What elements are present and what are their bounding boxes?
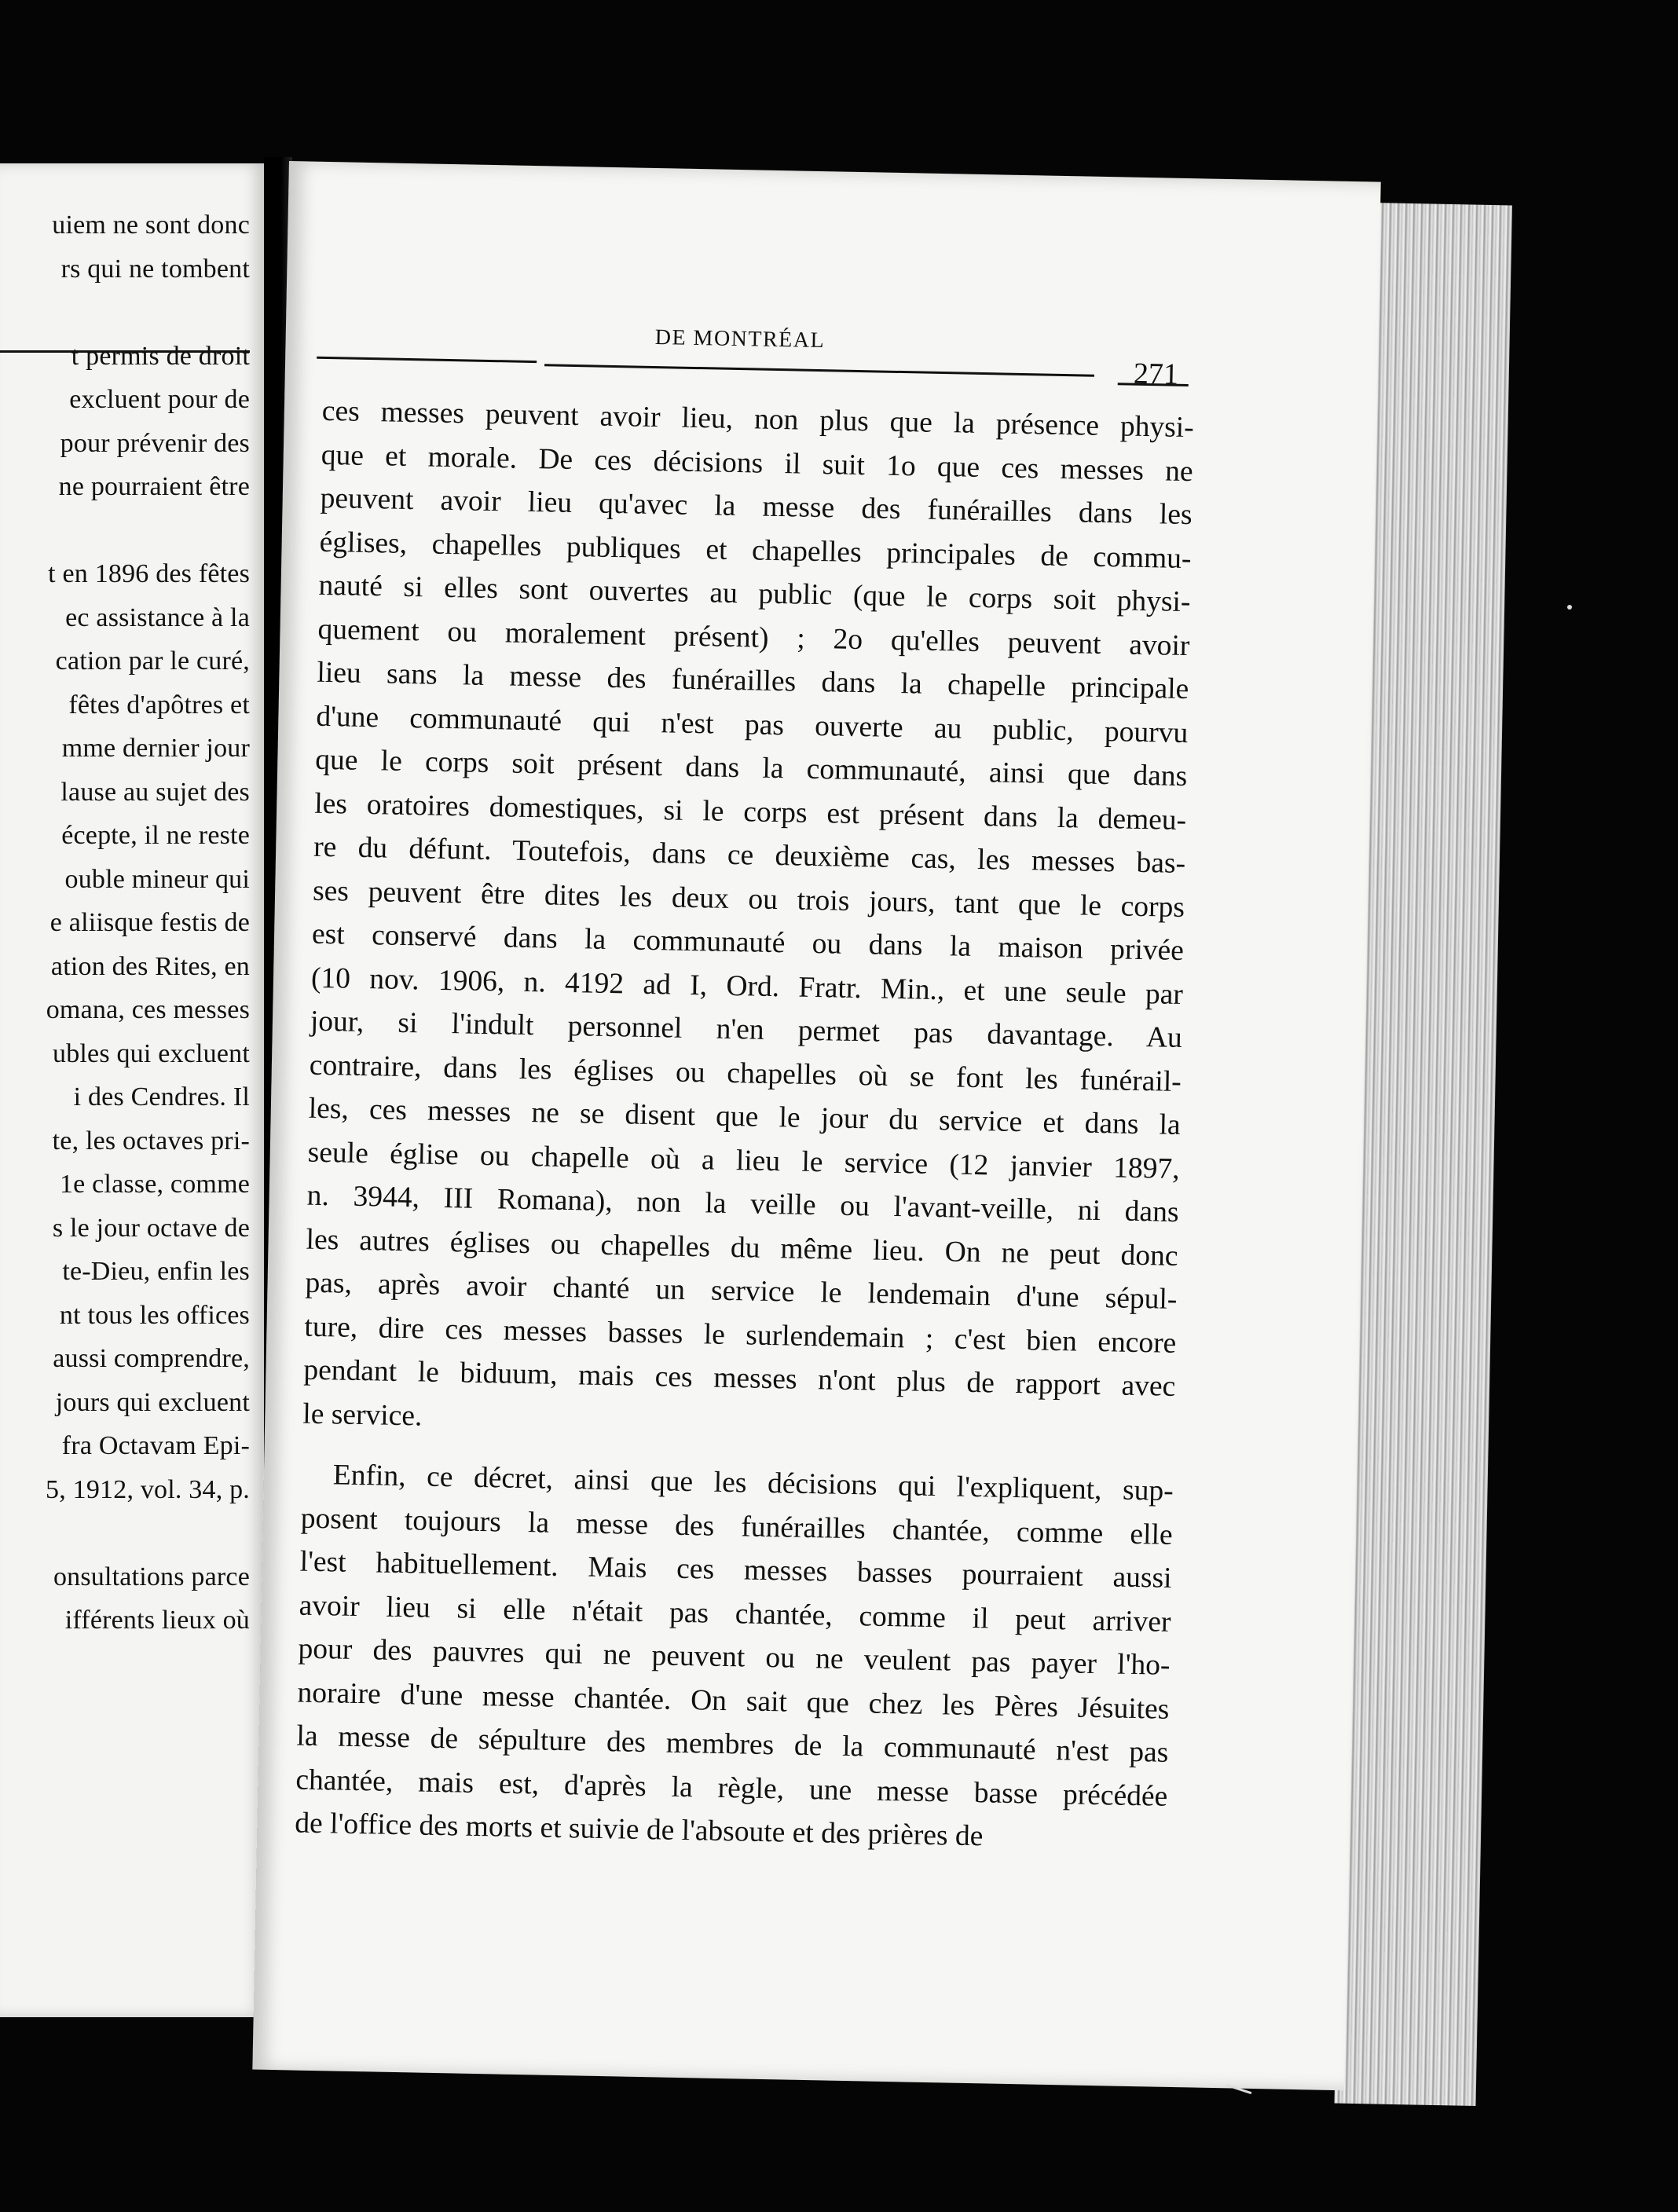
text-line: la messe de sépulture des membres de la communauté n'est pas (296, 1719, 1169, 1769)
text-line: ces messes peuvent avoir lieu, non plus que la présence physi- (321, 394, 1195, 445)
left-page-line: écepte, il ne reste (61, 821, 250, 850)
right-page (252, 161, 1380, 2090)
text-line: quement ou moralement présent) ; 2o qu'elles peuvent avoir (317, 613, 1190, 662)
left-page-line: nt tous les offices (59, 1300, 250, 1330)
header-rule-center (544, 364, 1094, 376)
text-line: jour, si l'indult personnel n'en permet pas davantage. Au (310, 1005, 1183, 1055)
text-line: l'est habituellement. Mais ces messes basses pourraient aussi (299, 1545, 1172, 1595)
left-page-line: fra Octavam Epi- (61, 1431, 250, 1460)
header-rule-left (317, 357, 537, 363)
left-page-line: ne pourraient être (58, 472, 250, 501)
left-page-line: e aliisque festis de (49, 908, 250, 937)
text-line: chantée, mais est, d'après la règle, une messe basse précédée (295, 1763, 1168, 1813)
text-line: d'une communauté qui n'est pas ouverte au public, pourvu (316, 700, 1189, 749)
text-line: peuvent avoir lieu qu'avec la messe des funérailles dans les (320, 482, 1193, 532)
text-line: églises, chapelles publiques et chapelles principales de commu- (319, 526, 1192, 575)
left-page-line: ubles qui excluent (53, 1038, 250, 1068)
page-number: 271 (1133, 357, 1179, 391)
left-page-line: aussi comprendre, (53, 1344, 250, 1373)
text-line: les oratoires domestiques, si le corps est présent dans la demeu- (313, 787, 1187, 837)
left-page-line: cation par le curé, (55, 646, 250, 676)
text-line: re du défunt. Toutefois, dans ce deuxième cas, les messes bas- (313, 830, 1186, 881)
text-line: pour des pauvres qui ne peuvent ou ne veulent pas payer l'ho- (298, 1632, 1171, 1682)
text-line: pas, après avoir chanté un service le lendemain d'une sépul- (305, 1266, 1178, 1316)
left-page-line: pour prévenir des (60, 428, 250, 458)
text-line: n. 3944, III Romana), non la veille ou l'avant-veille, ni dans (306, 1179, 1179, 1229)
text-line: de l'office des morts et suivie de l'absoute et des prières de (294, 1807, 984, 1853)
left-page-line: te, les octaves pri- (52, 1126, 250, 1155)
left-page-line: rs qui ne tombent (60, 254, 250, 284)
text-line: noraire d'une messe chantée. On sait que chez les Pères Jésuites (297, 1676, 1170, 1726)
text-line: pendant le biduum, mais ces messes n'ont plus de rapport avec (303, 1353, 1176, 1403)
left-page-line: omana, ces messes (46, 995, 250, 1024)
left-page-line: 1e classe, comme (59, 1170, 250, 1199)
left-page-line: lause au sujet des (60, 777, 250, 807)
left-page-line: s le jour octave de (52, 1213, 250, 1243)
running-head: DE MONTRÉAL (654, 324, 826, 353)
left-page-line: jours qui excluent (55, 1387, 250, 1417)
text-line: les, ces messes ne se disent que le jour du service et dans la (308, 1092, 1182, 1142)
text-line: nauté si elles sont ouvertes au public (que le corps soit physi- (318, 569, 1191, 619)
text-line: seule église ou chapelle où a lieu le service (12 janvier 1897, (307, 1136, 1180, 1185)
text-line: lieu sans la messe des funérailles dans la chapelle principale (317, 656, 1189, 706)
left-page-line: ation des Rites, en (50, 951, 250, 981)
left-page-line: onsultations parce (53, 1562, 250, 1591)
left-page-line: ifférents lieux où (64, 1606, 250, 1635)
left-page-line: te-Dieu, enfin les (62, 1257, 250, 1286)
left-page-line: fêtes d'apôtres et (68, 690, 250, 720)
paragraph (302, 390, 1194, 1452)
text-line: ture, dire ces messes basses le surlendemain ; c'est bien encore (304, 1310, 1177, 1360)
text-line: ses peuvent être dites les deux ou trois jours, tant que le corps (312, 874, 1185, 924)
text-line: (10 nov. 1906, n. 4192 ad I, Ord. Fratr. Min., et une seule par (310, 961, 1184, 1011)
text-line: posent toujours la messe des funérailles chantée, comme elle (300, 1502, 1174, 1551)
text-line: avoir lieu si elle n'était pas chantée, comme il peut arriver (299, 1589, 1171, 1639)
speck (1567, 605, 1572, 610)
text-line: est conservé dans la communauté ou dans la maison privée (311, 917, 1185, 968)
text-line: le service. (302, 1397, 423, 1433)
text-line: contraire, dans les églises ou chapelles où se font les funérail- (309, 1049, 1182, 1098)
left-page-line: ec assistance à la (65, 602, 250, 632)
left-page-line: 5, 1912, vol. 34, p. (46, 1474, 250, 1504)
left-page-line: excluent pour de (69, 385, 250, 414)
left-page (0, 163, 267, 2017)
text-line: que et morale. De ces décisions il suit 1o que ces messes ne (321, 438, 1194, 488)
text-line: Enfin, ce décret, ainsi que les décisions qui l'expliquent, sup- (332, 1459, 1174, 1507)
text-line: que le corps soit présent dans la communauté, ainsi que dans (314, 743, 1188, 793)
body-text (295, 390, 1194, 1862)
text-line: les autres églises ou chapelles du même lieu. On ne peut donc (306, 1223, 1178, 1273)
left-page-line: mme dernier jour (61, 734, 250, 763)
left-page-line: ouble mineur qui (64, 864, 250, 894)
left-page-line: i des Cendres. Il (73, 1082, 250, 1111)
paragraph (295, 1453, 1174, 1862)
left-page-line: t permis de droit (71, 341, 250, 371)
left-page-line: t en 1896 des fêtes (48, 559, 250, 588)
left-page-line: uiem ne sont donc (52, 211, 250, 240)
